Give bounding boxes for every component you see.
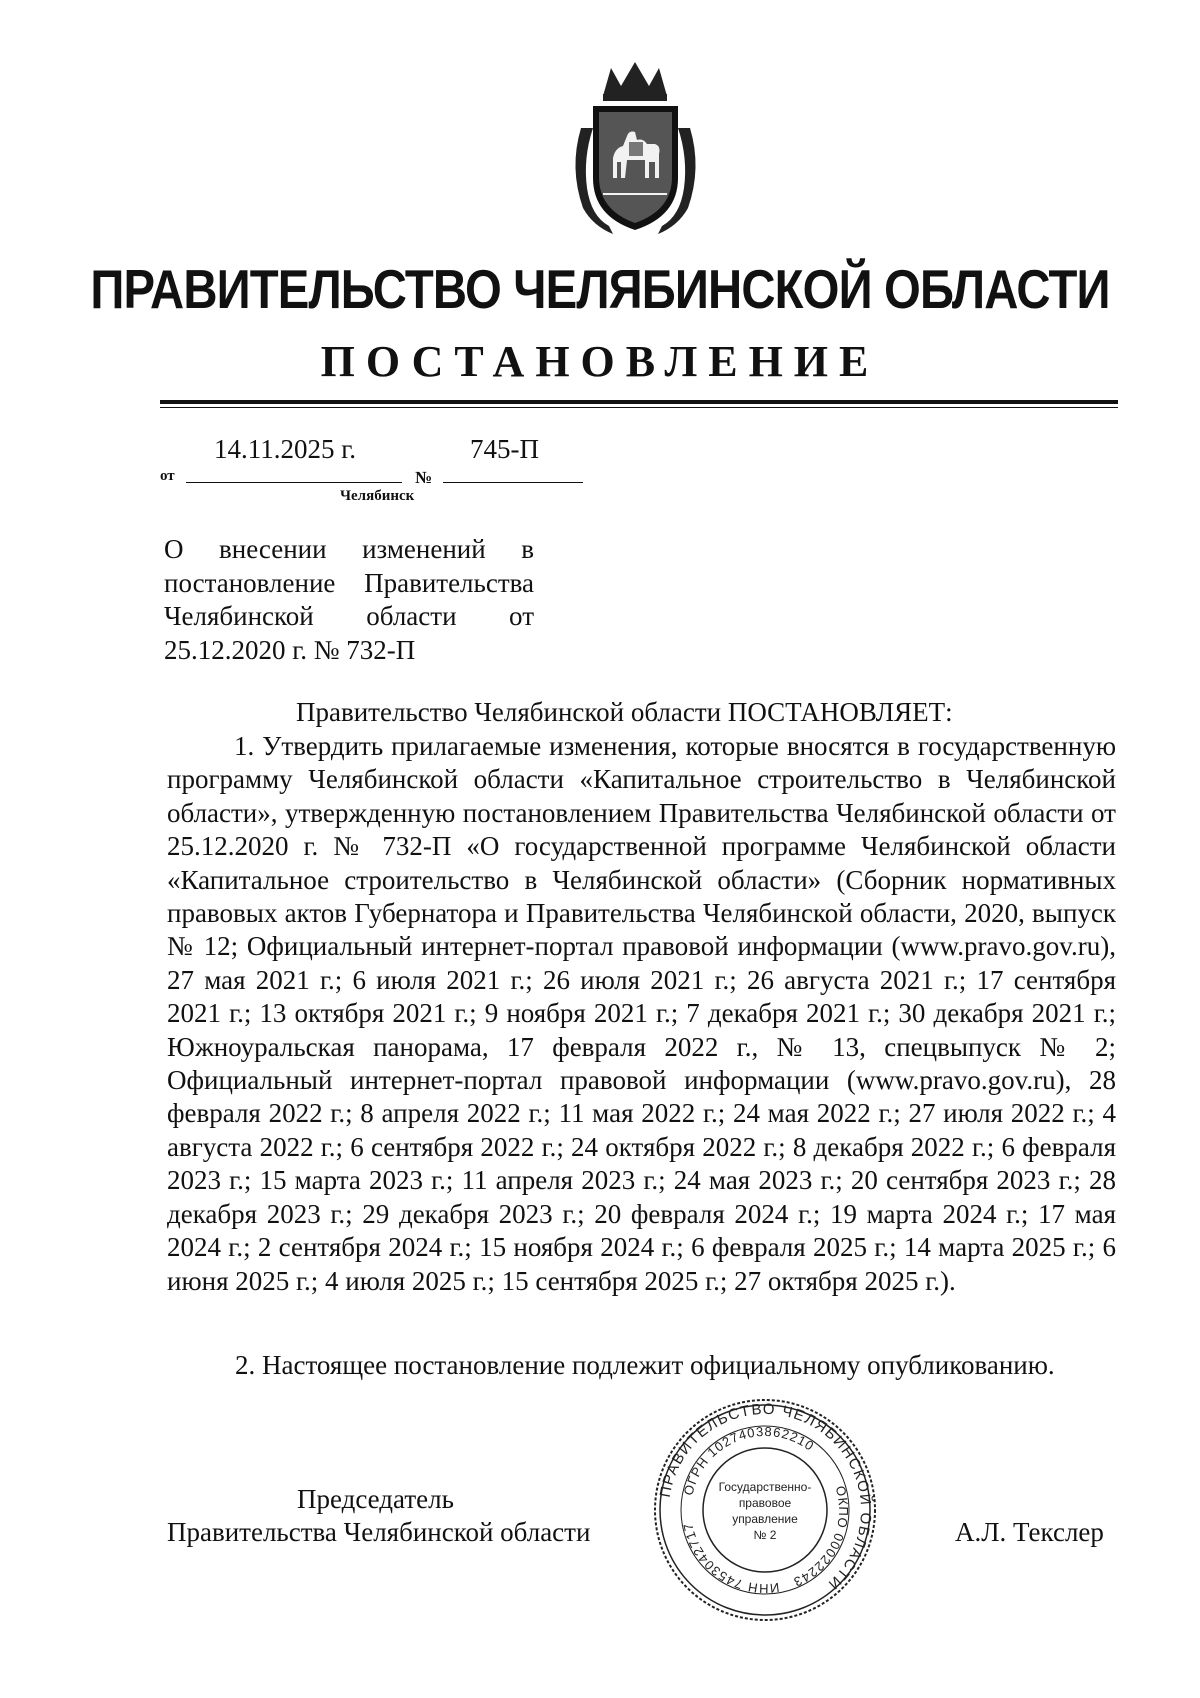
seal-center-line-2: правовое xyxy=(738,1496,792,1510)
coat-of-arms-emblem xyxy=(563,58,708,243)
item-2-text: 2. Настоящее постановление подлежит официальному опубликованию. xyxy=(235,1350,1055,1380)
seal-center-line-1: Государственно- xyxy=(718,1480,812,1494)
document-type-title: ПОСТАНОВЛЕНИЕ xyxy=(320,337,880,386)
from-label: от xyxy=(160,468,175,484)
document-number: 745-П xyxy=(470,434,539,464)
seal-ogrn: ОГРН 1027403862210 xyxy=(680,1423,818,1497)
seal-inn: ИНН 7453042717 xyxy=(680,1521,781,1597)
signatory-name: А.Л. Текслер xyxy=(955,1517,1104,1547)
header-rule-thick xyxy=(160,400,1118,404)
signatory-position-line-1: Председатель xyxy=(297,1484,454,1514)
number-underline xyxy=(443,482,583,483)
document-subject: О внесении изменений в постановление Правительства Челябинской области от 25.12.2020 г. № 732-П xyxy=(164,534,534,665)
official-seal xyxy=(650,1395,880,1625)
government-title: ПРАВИТЕЛЬСТВО ЧЕЛЯБИНСКОЙ ОБЛАСТИ xyxy=(90,258,1110,320)
seal-outer-text: ПРАВИТЕЛЬСТВО ЧЕЛЯБИНСКОЙ ОБЛАСТИ xyxy=(656,1400,875,1594)
registration-row xyxy=(0,434,1200,494)
document-date: 14.11.2025 г. xyxy=(214,434,357,464)
signatory-position-line-2: Правительства Челябинской области xyxy=(167,1517,591,1547)
seal-center-line-3: управление xyxy=(732,1512,798,1526)
item-1-text: 1. Утвердить прилагаемые изменения, которые вносятся в государственную программу Челябинской области «Капитальное строительство в Челябинской области», утвержденную постановлением Правительства Челябинской области от 25.12.2020 г. № 732-П «О государственной программе Челябинской области «Капитальное строительство в Челябинской области» (Сборник нормативных правовых актов Губернатора и Правительства Челябинской области, 2020, выпуск № 12; Официальный интернет-портал правовой информации (www.pravo.gov.ru), 27 мая 2021 г.; 6 июля 2021 г.; 26 июля 2021 г.; 26 августа 2021 г.; 17 сентября 2021 г.; 13 октября 2021 г.; 9 ноября 2021 г.; 7 декабря 2021 г.; 30 декабря 2021 г.; Южноуральская панорама, 17 февраля 2022 г., № 13, спецвыпуск № 2; Официальный интернет-портал правовой информации (www.pravo.gov.ru), 28 февраля 2022 г.; 8 апреля 2022 г.; 11 мая 2022 г.; 24 мая 2022 г.; 27 июля 2022 г.; 4 августа 2022 г.; 6 сентября 2022 г.; 24 октября 2022 г.; 8 декабря 2022 г.; 6 февраля 2023 г.; 15 марта 2023 г.; 11 апреля 2023 г.; 24 мая 2023 г.; 20 сентября 2023 г.; 28 декабря 2023 г.; 29 декабря 2023 г.; 20 февраля 2024 г.; 19 марта 2024 г.; 17 мая 2024 г.; 2 сентября 2024 г.; 15 ноября 2024 г.; 6 февраля 2025 г.; 14 марта 2025 г.; 6 июня 2025 г.; 4 июля 2025 г.; 15 сентября 2025 г.; 27 октября 2025 г.). xyxy=(167,731,1116,1296)
decree-line: Правительство Челябинской области ПОСТАНОВЛЯЕТ: xyxy=(296,697,953,727)
date-underline xyxy=(186,482,402,483)
seal-center-line-4: № 2 xyxy=(753,1528,777,1542)
number-label: № xyxy=(415,468,433,487)
header-rule-thin xyxy=(160,407,1118,408)
city-name: Челябинск xyxy=(340,488,415,504)
seal-okpo: ОКПО 00022243 xyxy=(790,1484,852,1590)
